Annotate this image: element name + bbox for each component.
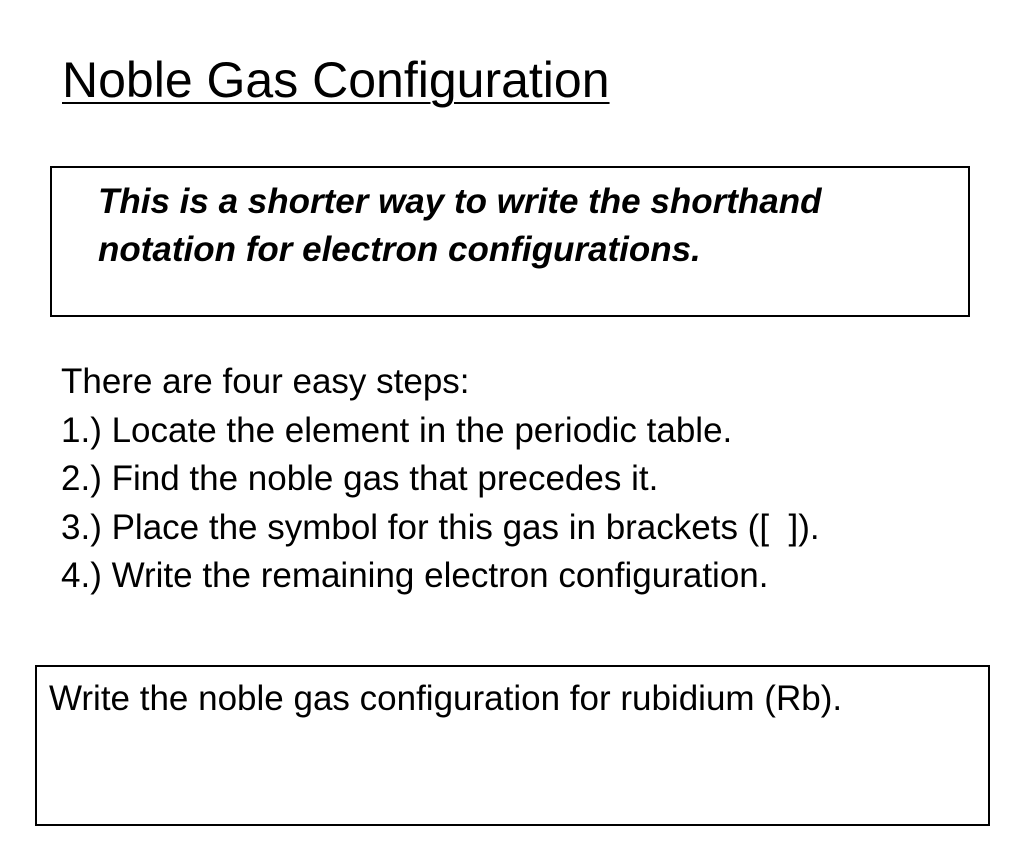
task-box — [35, 665, 990, 826]
step-item-1: 1.) Locate the element in the periodic table. — [61, 410, 733, 450]
step-item-4: 4.) Write the remaining electron configuration. — [61, 556, 769, 595]
steps-intro: There are four easy steps: — [61, 362, 470, 401]
definition-text: This is a shorter way to write the shorthand notation for electron configurations. — [98, 182, 822, 269]
definition-box — [50, 166, 970, 317]
step-item-2: 2.) Find the noble gas that precedes it. — [61, 459, 659, 498]
step-item-3: 3.) Place the symbol for this gas in brackets ([ ]). — [61, 507, 820, 547]
task-prompt: Write the noble gas configuration for rubidium (Rb). — [49, 679, 843, 718]
steps-list — [61, 358, 820, 601]
slide-title: Noble Gas Configuration — [62, 52, 610, 108]
